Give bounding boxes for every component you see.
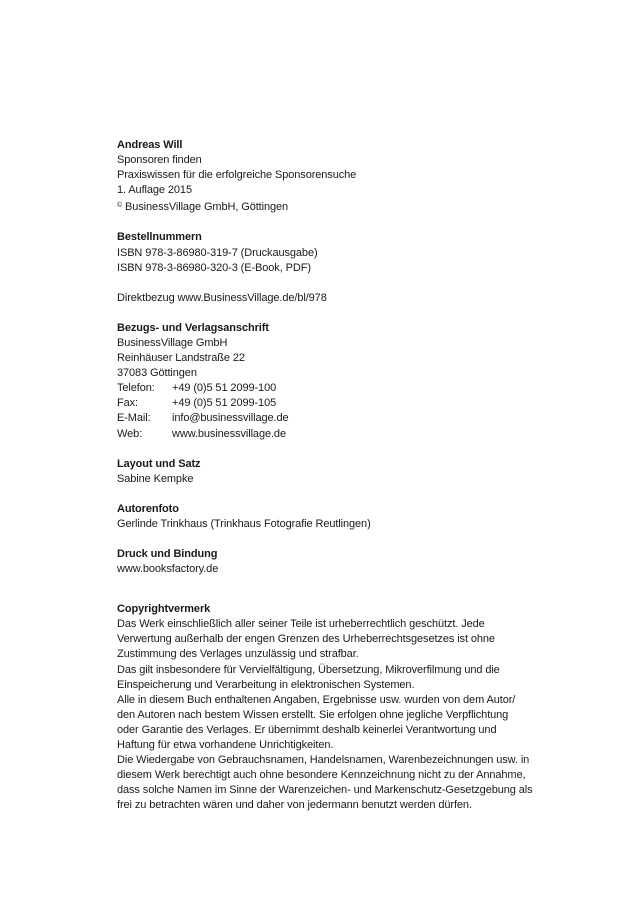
contact-value: info@businessvillage.de (172, 412, 289, 425)
author-name: Andreas Will (117, 139, 183, 151)
isbn-print: ISBN 978-3-86980-319-7 (Druckausgabe) (117, 246, 318, 259)
book-info (117, 138, 617, 215)
copyright-holder: BusinessVillage GmbH, Göttingen (125, 201, 289, 214)
imprint-page (117, 138, 617, 813)
order-section (117, 230, 617, 305)
isbn-ebook: ISBN 978-3-86980-320-3 (E-Book, PDF) (117, 261, 311, 274)
contact-fax (117, 396, 617, 411)
direct-order: Direktbezug www.BusinessVillage.de/bl/978 (117, 291, 327, 304)
contact-label: Fax: (117, 397, 138, 410)
edition: 1. Auflage 2015 (117, 184, 192, 197)
copyright-text-line: den Autoren nach bestem Wissen erstellt. Sie erfolgen ohne jegliche Verpflichtung (117, 708, 509, 721)
copyright-text-line: Zustimmung des Verlages unzulässig und strafbar. (117, 648, 359, 661)
contact-email (117, 411, 617, 426)
print-section (117, 547, 617, 577)
copyright-symbol: © (117, 202, 123, 210)
book-title: Sponsoren finden (117, 154, 202, 167)
layout-heading: Layout und Satz (117, 457, 201, 470)
publisher-heading: Bezugs- und Verlagsanschrift (117, 321, 269, 334)
copyright-text-line: oder Garantie des Verlages. Er übernimmt deshalb keinerlei Verantwortung und (117, 723, 497, 736)
publisher-street: Reinhäuser Landstraße 22 (117, 352, 245, 365)
copyright-text-line: dass solche Namen im Sinne der Warenzeichen- und Markenschutz-Gesetzgebung als (117, 784, 533, 797)
layout-name: Sabine Kempke (117, 472, 194, 485)
publisher-section (117, 321, 617, 442)
copyright-line (117, 198, 617, 215)
layout-section (117, 457, 617, 487)
contact-value: +49 (0)5 51 2099-105 (172, 397, 277, 410)
copyright-text-line: Die Wiedergabe von Gebrauchsnamen, Handelsnamen, Warenbezeichnungen usw. in (117, 754, 530, 767)
photo-heading: Autorenfoto (117, 502, 179, 515)
copyright-text-line: diesem Werk berechtigt auch ohne besondere Kennzeichnung nicht zu der Annahme, (117, 769, 526, 782)
photo-name: Gerlinde Trinkhaus (Trinkhaus Fotografie Reutlingen) (117, 517, 371, 530)
photo-section (117, 502, 617, 532)
book-subtitle: Praxiswissen für die erfolgreiche Sponsorensuche (117, 169, 357, 182)
contact-label: Telefon: (117, 382, 155, 395)
publisher-name: BusinessVillage GmbH (117, 336, 228, 349)
copyright-text-line: Das Werk einschließlich aller seiner Teile ist urheberrechtlich geschützt. Jede (117, 618, 485, 631)
copyright-text-line: Verwertung außerhalb der engen Grenzen des Urheberrechtsgesetzes ist ohne (117, 633, 495, 646)
print-name: www.booksfactory.de (117, 563, 219, 576)
copyright-text-line: Das gilt insbesondere für Vervielfältigung, Übersetzung, Mikroverfilmung und die (117, 663, 500, 676)
print-heading: Druck und Bindung (117, 547, 218, 560)
publisher-city: 37083 Göttingen (117, 367, 197, 380)
contact-label: Web: (117, 427, 143, 440)
contact-web (117, 427, 617, 442)
order-heading: Bestellnummern (117, 231, 202, 244)
contact-phone (117, 381, 617, 396)
copyright-text-line: frei zu betrachten wären und daher von jedermann benutzt werden dürfen. (117, 799, 472, 812)
contact-value: www.businessvillage.de (172, 427, 286, 440)
copyright-text-line: Alle in diesem Buch enthaltenen Angaben, Ergebnisse usw. wurden von dem Autor/ (117, 693, 516, 706)
copyright-section (117, 602, 617, 813)
copyright-heading: Copyrightvermerk (117, 603, 211, 616)
copyright-text-line: Haftung für etwa vorhandene Unrichtigkeiten. (117, 739, 334, 751)
contact-value: +49 (0)5 51 2099-100 (172, 382, 277, 395)
contact-label: E-Mail: (117, 412, 151, 425)
copyright-text-line: Einspeicherung und Verarbeitung in elektronischen Systemen. (117, 678, 415, 691)
